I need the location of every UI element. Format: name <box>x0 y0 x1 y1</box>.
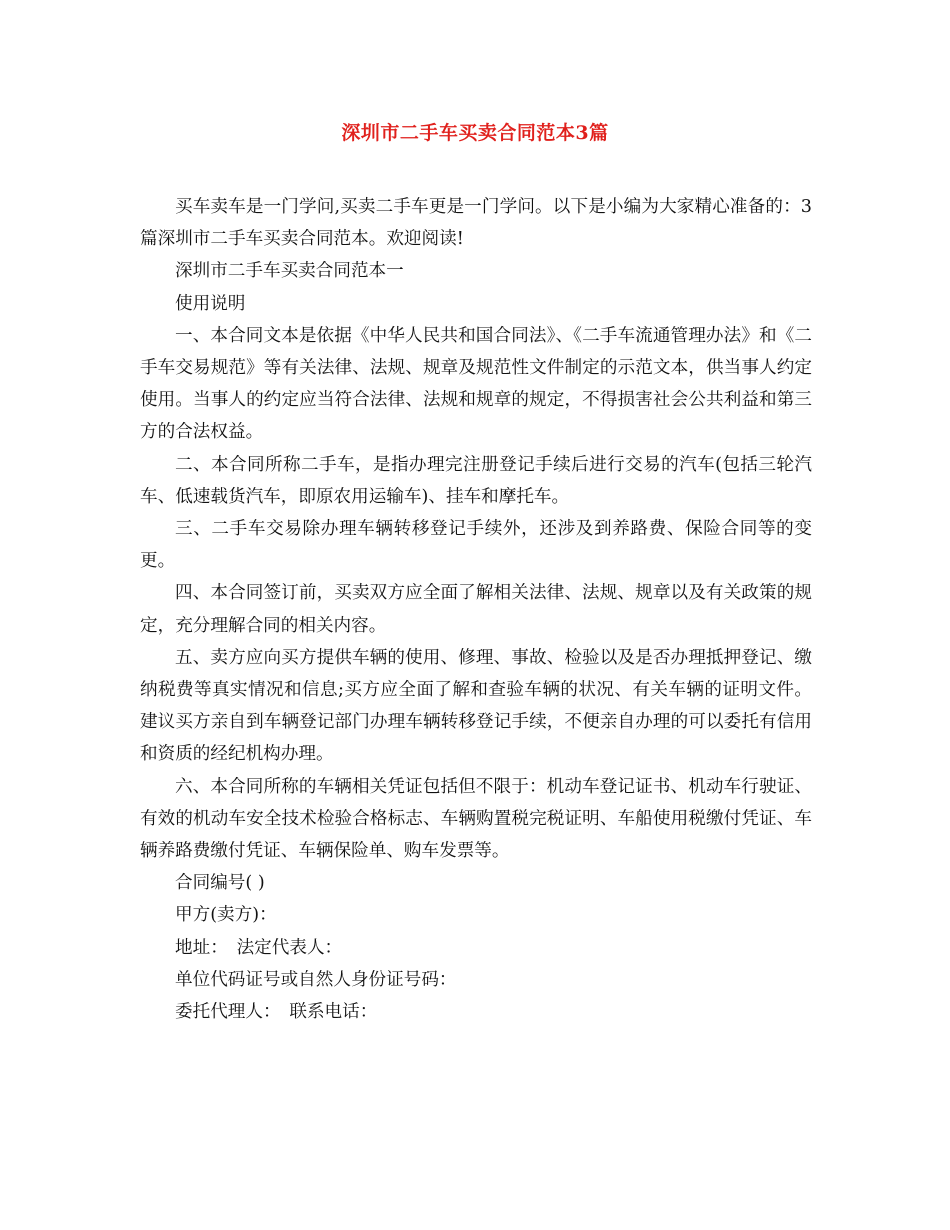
clause-5: 五、卖方应向买方提供车辆的使用、修理、事故、检验以及是否办理抵押登记、缴纳税费等真实情况和信息;买方应全面了解和查验车辆的状况、有关车辆的证明文件。建议买方亲自到车辆登记部门办理车辆转移登记手续，不便亲自办理的可以委托有信用和资质的经纪机构办理。 <box>140 647 812 765</box>
party-a-field: 甲方(卖方)： <box>175 905 277 926</box>
clause-4: 四、本合同签订前，买卖双方应全面了解相关法律、法规、规章以及有关政策的规定，充分理解合同的相关内容。 <box>140 583 812 636</box>
usage-heading: 使用说明 <box>175 293 246 314</box>
clause-6: 六、本合同所称的车辆相关凭证包括但不限于：机动车登记证书、机动车行驶证、有效的机动车安全技术检验合格标志、车辆购置税完税证明、车船使用税缴付凭证、车辆养路费缴付凭证、车辆保险单、购车发票等。 <box>140 776 812 862</box>
section-heading: 深圳市二手车买卖合同范本一 <box>175 261 404 282</box>
address-representative-field: 地址： 法定代表人： <box>175 937 343 958</box>
clause-1: 一、本合同文本是依据《中华人民共和国合同法》、《二手车流通管理办法》和《二手车交易规范》等有关法律、法规、规章及规范性文件制定的示范文本，供当事人约定使用。当事人的约定应当符合法律、法规和规章的规定，不得损害社会公共利益和第三方的合法权益。 <box>140 325 812 443</box>
contract-number-field: 合同编号( ) <box>175 873 265 894</box>
document-body <box>140 191 812 1028</box>
document-title: 深圳市二手车买卖合同范本3篇 <box>341 122 609 144</box>
id-number-field: 单位代码证号或自然人身份证号码： <box>175 969 457 990</box>
agent-phone-field: 委托代理人： 联系电话： <box>175 1002 378 1023</box>
clause-3: 三、二手车交易除办理车辆转移登记手续外，还涉及到养路费、保险合同等的变更。 <box>140 519 812 572</box>
intro-paragraph: 买车卖车是一门学问,买卖二手车更是一门学问。以下是小编为大家精心准备的：3篇深圳市二手车买卖合同范本。欢迎阅读! <box>140 197 812 250</box>
clause-2: 二、本合同所称二手车，是指办理完注册登记手续后进行交易的汽车(包括三轮汽车、低速载货汽车，即原农用运输车)、挂车和摩托车。 <box>140 454 812 507</box>
